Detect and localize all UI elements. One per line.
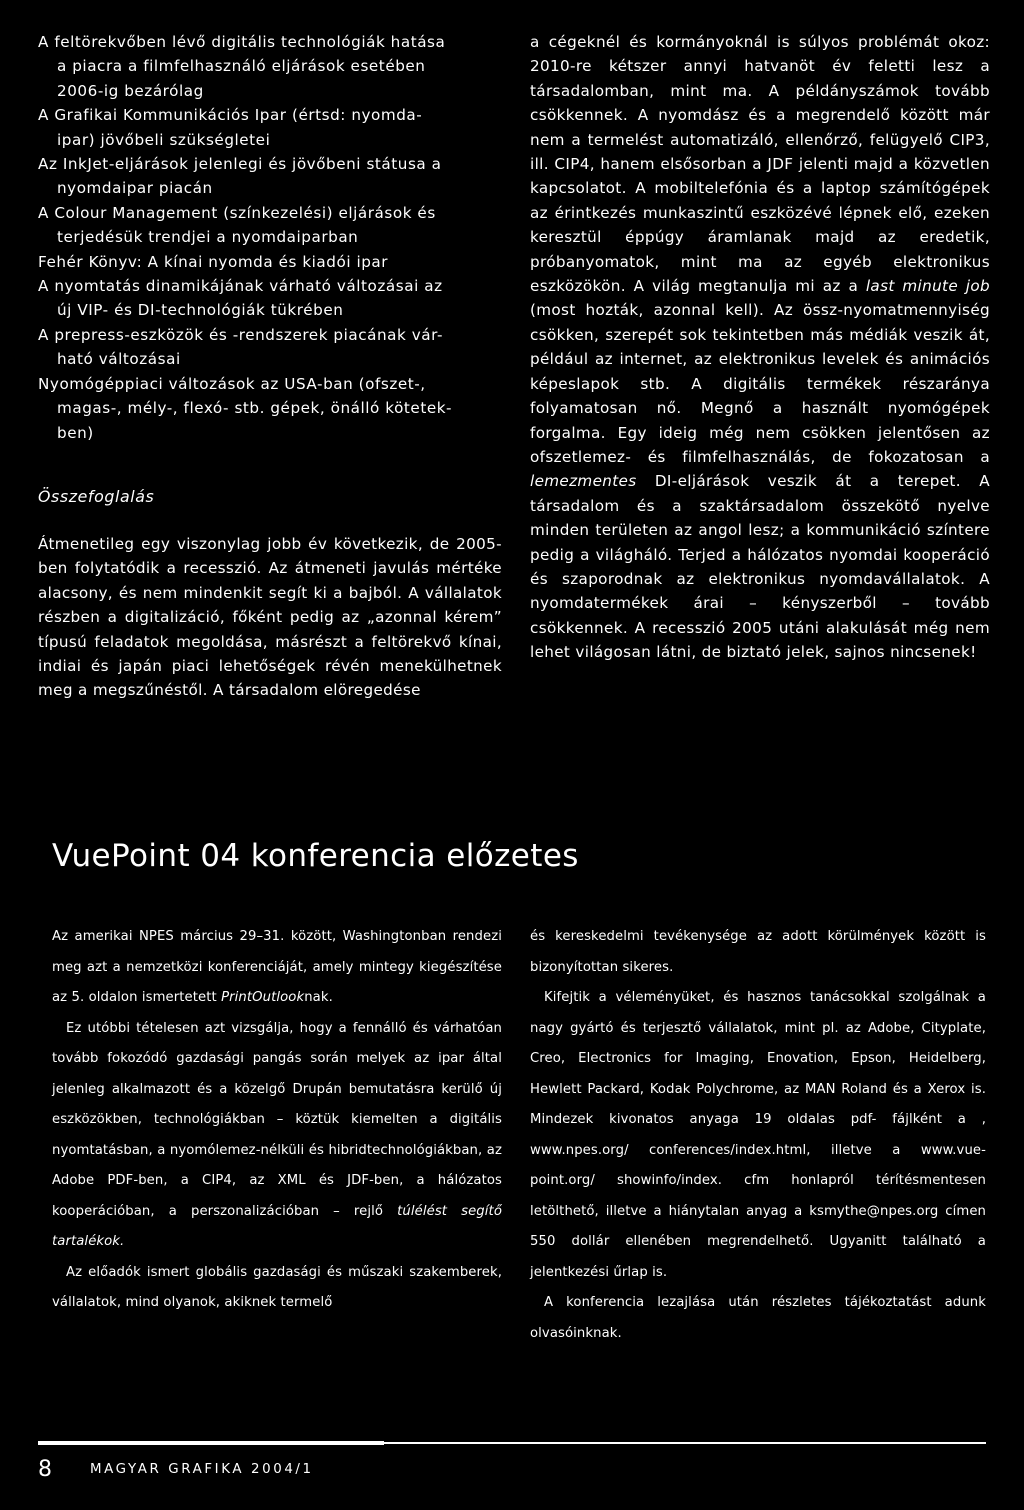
paragraph: Az amerikai NPES március 29–31. között, Washingtonban rendezi meg azt a nemzetközi konferenciáját, amely mintegy kiegészítése az 5. oldalon ismertetett PrintOutlooknak. bbox=[52, 929, 502, 1005]
paragraph: és kereskedelmi tevékenysége az adott körülmények között is bizonyítottan sikeres. bbox=[530, 929, 986, 975]
vuepoint-left-column bbox=[52, 922, 502, 1319]
list-item: Az InkJet-eljárások jelenlegi és jövőbeni státusa a nyomdaipar piacán bbox=[38, 155, 442, 198]
list-item: A prepress-eszközök és -rendszerek piacának vár- ható változásai bbox=[38, 325, 443, 369]
list-item: A feltörekvőben lévő digitális technológiák hatása a piacra a filmfelhasználó eljárások esetében 2006-ig bezárólag bbox=[38, 33, 446, 100]
list-item: Fehér Könyv: A kínai nyomda és kiadói ipar bbox=[38, 252, 389, 271]
list-item: A Colour Management (színkezelési) eljárások és terjedésük trendjei a nyomdaiparban bbox=[38, 203, 436, 247]
page-number: 8 bbox=[38, 1457, 52, 1482]
right-column-text: a cégeknél és kormányoknál is súlyos problémát okoz: 2010-re kétszer annyi hatvanöt év feletti lesz a társadalomban, mint ma. A példányszámok tovább csökkennek. A nyomdász és a megrendelő között már nem a termelést automatizáló, ellenőrző, felügyelő CIP3, ill. CIP4, hanem elsősorban a JDF jelenti majd a közvetlen kapcsolatot. A mobiltelefónia és a laptop számítógépek az érintkezés munkaszintű eszközévé lépnek elő, ezeken keresztül éppúgy áramlanak majd az eredetik, próbanyomatok, mint ma az egyéb elektronikus eszközökön. A világ megtanulja mi az a last minute job (most hozták, azonnal kell). Az össz-nyomatmennyiség csökken, szerepét sok tekintetben más médiák veszik át, például az internet, az elektronikus levelek és animációs képeslapok stb. A digitális termékek részaránya folyamatosan nő. Megnő a használt nyomógépek forgalma. Egy ideig még nem csökken jelentősen az ofszetlemez- és filmfelhasználás, de fokozatosan a lemezmentes DI-eljárások veszik át a terepet. A társadalom és a szaktársadalom összekötő nyelve minden területen az angol lesz; a kommunikáció színtere pedig a világháló. Terjed a hálózatos nyomdai kooperáció és szaporodnak az elektronikus nyomdavállalatok. A nyomdatermékek árai – kényszerből – tovább csökkennek. A recesszió 2005 utáni alakulását még nem lehet világosan látni, de biztató jelek, sajnos nincsenek! bbox=[530, 33, 990, 662]
list-item: A nyomtatás dinamikájának várható változásai az új VIP- és DI-technológiák tükrében bbox=[38, 277, 443, 320]
report-list bbox=[38, 30, 502, 703]
paragraph: A konferencia lezajlása után részletes tájékoztatást adunk olvasóinknak. bbox=[530, 1295, 986, 1341]
list-item: A Grafikai Kommunikációs Ipar (értsd: nyomda- ipar) jövőbeli szükségletei bbox=[38, 106, 423, 149]
summary-heading: Összefoglalás bbox=[38, 486, 155, 506]
footer-rule-bold bbox=[38, 1441, 384, 1445]
section-title: VuePoint 04 konferencia előzetes bbox=[52, 838, 579, 874]
paragraph: Kifejtik a véleményüket, és hasznos tanácsokkal szolgálnak a nagy gyártó és terjesztő vállalatok, mint pl. az Adobe, Cityplate, Creo, Electronics for Imaging, Enovation, Epson, Heidelberg, Hewlett Packard, Kodak Polychrome, az MAN Roland és a Xerox is. Mindezek kivonatos anyaga 19 oldalas pdf- fájlként a , www.npes.org/ conferences/index.html, illetve a www.vue-point.org/ showinfo/index. cfm honlapról térítésmentesen letölthető, illetve a hiánytalan anyag a ksmythe@npes.org címen 550 dollár ellenében megrendelhető. Ugyanitt található a jelentkezési űrlap is. bbox=[530, 990, 986, 1280]
list-item: Nyomógéppiaci változások az USA-ban (ofszet-, magas-, mély-, flexó- stb. gépek, önálló kötetek- ben) bbox=[38, 374, 453, 442]
paragraph: Ez utóbbi tételesen azt vizsgálja, hogy a fennálló és várhatóan tovább fokozódó gazdasági pangás során melyek az ipar által jelenleg alkalmazott és a közelgő Drupán bemutatásra kerülő új eszközökben, technológiákban – köztük kiemelten a digitális nyomtatásban, a nyomólemez-nélküli és hibridtechnológiákban, az Adobe PDF-ben, a CIP4, az XML és JDF-ben, a hálózatos kooperációban, a perszonalizációban – rejlő túlélést segítő tartalékok. bbox=[52, 1020, 502, 1249]
paragraph: Az előadók ismert globális gazdasági és műszaki szakemberek, vállalatok, mind olyanok, akiknek termelő bbox=[52, 1264, 502, 1310]
vuepoint-right-column bbox=[530, 922, 986, 1349]
summary-body: Átmenetileg egy viszonylag jobb év következik, de 2005-ben folytatódik a recesszió. Az átmeneti javulás mértéke alacsony, és nem mindenkit segít ki a bajból. A vállalatok részben a digitalizáció, főként pedig az „azonnal kérem” típusú feladatok megoldása, másrészt a feltörekvő kínai, indiai és japán piaci lehetőségek révén menekülhetnek meg a megszűnéstől. A társadalom elöregedése bbox=[38, 534, 502, 700]
right-column bbox=[530, 30, 990, 665]
publication-name: MAGYAR GRAFIKA 2004/1 bbox=[90, 1462, 314, 1477]
